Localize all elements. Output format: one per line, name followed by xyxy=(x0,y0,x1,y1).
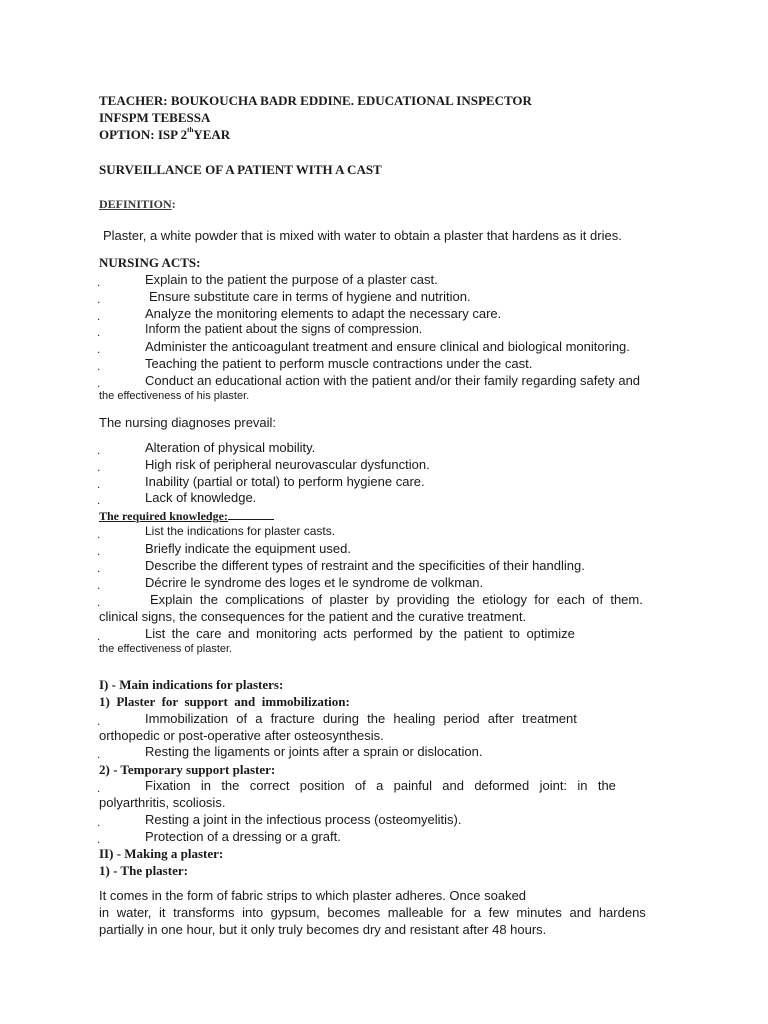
word: care xyxy=(196,626,222,641)
word: of xyxy=(354,778,366,793)
word: the xyxy=(439,626,458,641)
indication-resting-joint: Resting a joint in the infectious process (osteomyelitis). xyxy=(145,812,462,827)
word: Explain xyxy=(150,592,193,607)
word: plaster xyxy=(329,592,369,607)
bullet-marker: . xyxy=(97,460,101,474)
word: the xyxy=(367,711,386,726)
diagnosis-item: Alteration of physical mobility. xyxy=(145,440,316,455)
option-suffix: YEAR xyxy=(193,127,231,142)
word: painful xyxy=(393,778,432,793)
word: joint: xyxy=(539,778,568,793)
nursing-act-item: Analyze the monitoring elements to adapt the necessary care. xyxy=(145,306,502,321)
bullet-marker: . xyxy=(97,359,101,373)
word: the xyxy=(221,778,240,793)
indication-protection: Protection of a dressing or a graft. xyxy=(145,829,341,844)
knowledge-complications-continuation: clinical signs, the consequences for the patient and the curative treatment. xyxy=(99,609,527,624)
nursing-act-item: Administer the anticoagulant treatment and ensure clinical and biological monitoring. xyxy=(145,339,630,354)
word: and xyxy=(569,905,592,920)
bullet-marker: . xyxy=(97,578,101,592)
word: for xyxy=(534,592,550,607)
bullet-marker: . xyxy=(97,629,101,643)
knowledge-care xyxy=(145,627,575,640)
knowledge-item: List the indications for plaster casts. xyxy=(145,524,336,538)
nursing-acts-heading: NURSING ACTS: xyxy=(99,255,201,270)
word: after xyxy=(487,711,514,726)
indication-immobilization-continuation: orthopedic or post-operative after osteosynthesis. xyxy=(99,728,384,743)
option-superscript: th xyxy=(187,126,194,134)
knowledge-complications xyxy=(150,593,643,606)
institute-line: INFSPM TEBESSA xyxy=(99,110,211,125)
document-title: SURVEILLANCE OF A PATIENT WITH A CAST xyxy=(99,162,382,177)
bullet-marker: . xyxy=(97,309,101,323)
diagnosis-item: High risk of peripheral neurovascular dysfunction. xyxy=(145,457,430,472)
word: period xyxy=(443,711,480,726)
word: the xyxy=(456,592,475,607)
word: malleable xyxy=(387,905,444,920)
word: a xyxy=(473,905,481,920)
bullet-marker: . xyxy=(97,747,101,761)
section-1-sub-1: 1) Plaster for support and immobilization: xyxy=(99,694,350,709)
bullet-marker: . xyxy=(97,815,101,829)
section-2-heading: II) - Making a plaster: xyxy=(99,846,224,861)
word: by xyxy=(419,626,433,641)
bullet-marker: . xyxy=(97,714,101,728)
indication-fixation xyxy=(145,779,616,792)
nursing-act-item: Teaching the patient to perform muscle contractions under the cast. xyxy=(145,356,533,371)
knowledge-item: Décrire le syndrome des loges et le syndrome de volkman. xyxy=(145,575,484,590)
heading-underline xyxy=(228,509,274,520)
bullet-marker: . xyxy=(97,342,101,356)
word: the xyxy=(171,626,190,641)
definition-text: Plaster, a white powder that is mixed with water to obtain a plaster that hardens as it dries. xyxy=(103,228,622,243)
diagnoses-heading: The nursing diagnoses prevail: xyxy=(99,415,277,430)
word: position xyxy=(299,778,345,793)
word: and xyxy=(442,778,464,793)
indication-immobilization xyxy=(145,712,577,725)
word: each xyxy=(556,592,585,607)
bullet-marker: . xyxy=(97,292,101,306)
nursing-act-item: Explain to the patient the purpose of a plaster cast. xyxy=(145,272,438,287)
word: healing xyxy=(393,711,436,726)
word: acts xyxy=(323,626,347,641)
word: them. xyxy=(610,592,643,607)
bullet-marker: . xyxy=(97,544,101,558)
word: by xyxy=(375,592,390,607)
word: performed xyxy=(353,626,413,641)
diagnosis-item: Lack of knowledge. xyxy=(145,490,257,505)
diagnosis-item: Inability (partial or total) to perform hygiene care. xyxy=(145,474,425,489)
knowledge-item: Describe the different types of restraint and the specificities of their handling. xyxy=(145,558,585,573)
word: into xyxy=(242,905,264,920)
word: List xyxy=(145,626,166,641)
word: the xyxy=(199,592,218,607)
nursing-act-item: Conduct an educational action with the patient and/or their family regarding safety and xyxy=(145,373,641,388)
word: monitoring xyxy=(256,626,317,641)
bullet-marker: . xyxy=(97,561,101,575)
word: minutes xyxy=(516,905,562,920)
word: deformed xyxy=(474,778,530,793)
word: in xyxy=(200,778,211,793)
bullet-marker: . xyxy=(97,527,101,541)
bullet-marker: . xyxy=(97,493,101,507)
word: a xyxy=(255,711,263,726)
word: patient xyxy=(463,626,503,641)
option-prefix: OPTION: ISP 2 xyxy=(99,127,188,142)
word: treatment xyxy=(521,711,577,726)
word: becomes xyxy=(327,905,381,920)
section-2-sub-1: 1) - The plaster: xyxy=(99,863,188,878)
knowledge-care-continuation: the effectiveness of plaster. xyxy=(99,643,233,655)
definition-heading xyxy=(99,198,176,210)
plaster-paragraph-line: It comes in the form of fabric strips to which plaster adheres. Once soaked xyxy=(99,888,527,903)
indication-resting-ligaments: Resting the ligaments or joints after a sprain or dislocation. xyxy=(145,744,483,759)
indication-fixation-continuation: polyarthritis, scoliosis. xyxy=(99,795,226,810)
definition-label: DEFINITION xyxy=(99,197,172,211)
word: in xyxy=(577,778,588,793)
word: the xyxy=(597,778,616,793)
word: optimize xyxy=(526,626,575,641)
word: it xyxy=(159,905,166,920)
bullet-marker: . xyxy=(97,781,101,795)
word: in xyxy=(99,905,110,920)
word: transforms xyxy=(173,905,235,920)
option-line xyxy=(99,128,230,141)
word: of xyxy=(311,592,323,607)
definition-colon: : xyxy=(171,197,176,211)
nursing-act-item: Inform the patient about the signs of compression. xyxy=(145,322,423,336)
bullet-marker: . xyxy=(97,275,101,289)
bullet-marker: . xyxy=(97,477,101,491)
bullet-marker: . xyxy=(97,832,101,846)
bullet-marker: . xyxy=(97,595,101,609)
plaster-paragraph-line: partially in one hour, but it only truly becomes dry and resistant after 48 hours. xyxy=(99,922,547,937)
section-1-sub-2: 2) - Temporary support plaster: xyxy=(99,762,276,777)
word: gypsum, xyxy=(270,905,320,920)
teacher-line: TEACHER: BOUKOUCHA BADR EDDINE. EDUCATIONAL INSPECTOR xyxy=(99,93,532,108)
word: etiology xyxy=(482,592,527,607)
word: Fixation xyxy=(145,778,191,793)
word: hardens xyxy=(598,905,646,920)
bullet-marker: . xyxy=(97,443,101,457)
word: to xyxy=(509,626,521,641)
word: and xyxy=(227,626,250,641)
word: a xyxy=(376,778,384,793)
word: of xyxy=(592,592,604,607)
bullet-marker: . xyxy=(97,325,101,339)
word: for xyxy=(450,905,467,920)
word: providing xyxy=(396,592,450,607)
word: complications xyxy=(225,592,305,607)
word: of xyxy=(236,711,248,726)
word: correct xyxy=(249,778,290,793)
word: Immobilization xyxy=(145,711,229,726)
knowledge-heading xyxy=(99,509,274,522)
knowledge-heading-text: The required knowledge: xyxy=(99,509,228,523)
bullet-marker: . xyxy=(97,376,101,390)
knowledge-item: Briefly indicate the equipment used. xyxy=(145,541,351,556)
plaster-paragraph-line xyxy=(99,906,646,919)
word: fracture xyxy=(270,711,315,726)
word: few xyxy=(488,905,509,920)
section-1-heading: I) - Main indications for plasters: xyxy=(99,677,284,692)
word: water, xyxy=(116,905,152,920)
nursing-act-item: Ensure substitute care in terms of hygiene and nutrition. xyxy=(149,289,471,304)
word: during xyxy=(322,711,360,726)
nursing-act-continuation: the effectiveness of his plaster. xyxy=(99,390,250,402)
